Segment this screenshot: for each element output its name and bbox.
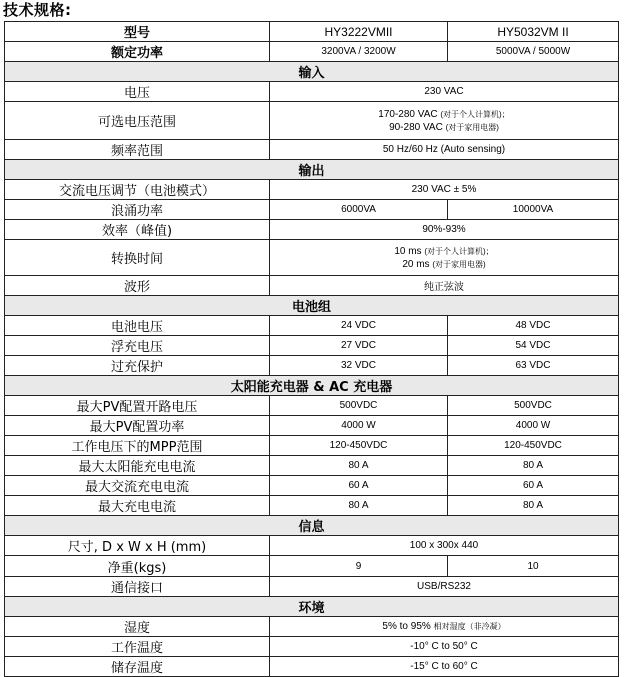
table-row [5,637,619,657]
ac-current-model-2: 60 A [448,476,619,496]
input-range-note-1: (对于个人计算机)； [440,109,510,119]
pv-power-label: 最大PV配置功率 [5,416,270,436]
section-row [5,160,619,180]
rated-power-model-1: 3200VA / 3200W [270,42,448,62]
battery-voltage-model-2: 48 VDC [448,316,619,336]
spec-table [4,21,619,677]
section-input: 输入 [5,62,619,82]
pv-power-model-2: 4000 W [448,416,619,436]
model-2-name: HY5032VM II [448,22,619,42]
table-row [5,180,619,200]
table-row [5,396,619,416]
size-value: 100 x 300x 440 [270,536,619,556]
section-env: 环境 [5,597,619,617]
table-row [5,22,619,42]
surge-power-label: 浪涌功率 [5,200,270,220]
model-1-name: HY3222VMII [270,22,448,42]
overcharge-label: 过充保护 [5,356,270,376]
float-voltage-model-1: 27 VDC [270,336,448,356]
solar-current-model-1: 80 A [270,456,448,476]
table-row [5,436,619,456]
mpp-range-model-1: 120-450VDC [270,436,448,456]
input-freq-label: 频率范围 [5,140,270,160]
input-voltage-value: 230 VAC [270,82,619,102]
table-row [5,316,619,336]
efficiency-label: 效率（峰值) [5,220,270,240]
table-row [5,42,619,62]
efficiency-value: 90%-93% [270,220,619,240]
waveform-value: 纯正弦波 [270,276,619,296]
page-title: 技术规格: [3,1,72,19]
overcharge-model-2: 63 VDC [448,356,619,376]
section-info: 信息 [5,516,619,536]
humidity-note: 相对湿度（非冷凝） [433,622,506,631]
table-row [5,476,619,496]
weight-label: 净重(kgs) [5,556,270,577]
pv-power-model-1: 4000 W [270,416,448,436]
ac-current-label: 最大交流充电电流 [5,476,270,496]
transfer-time-value [270,240,619,276]
table-row [5,140,619,160]
table-row [5,536,619,556]
surge-power-model-2: 10000VA [448,200,619,220]
float-voltage-label: 浮充电压 [5,336,270,356]
input-range-value [270,102,619,140]
input-range-line-2: 90-280 VAC [389,121,443,133]
pv-open-voltage-label: 最大PV配置开路电压 [5,396,270,416]
table-row [5,496,619,516]
solar-current-label: 最大太阳能充电电流 [5,456,270,476]
ac-regulation-value: 230 VAC ± 5% [270,180,619,200]
solar-current-model-2: 80 A [448,456,619,476]
overcharge-model-1: 32 VDC [270,356,448,376]
store-temp-value: -15° C to 60° C [270,657,619,677]
transfer-time-note-2: (对于家用电器) [432,259,486,269]
size-label: 尺寸, D x W x H (mm) [5,536,270,556]
section-row [5,516,619,536]
input-range-label: 可选电压范围 [5,102,270,140]
max-current-model-1: 80 A [270,496,448,516]
table-row [5,220,619,240]
rated-power-label: 额定功率 [5,42,270,62]
store-temp-label: 储存温度 [5,657,270,677]
battery-voltage-model-1: 24 VDC [270,316,448,336]
weight-model-1: 9 [270,556,448,577]
section-row [5,62,619,82]
mpp-range-label: 工作电压下的MPP范围 [5,436,270,456]
section-row [5,376,619,396]
table-row [5,657,619,677]
ac-regulation-label: 交流电压调节（电池模式） [5,180,270,200]
table-row [5,82,619,102]
table-row [5,336,619,356]
op-temp-value: -10° C to 50° C [270,637,619,657]
table-row [5,416,619,436]
table-row [5,102,619,140]
battery-voltage-label: 电池电压 [5,316,270,336]
section-charger: 太阳能充电器 & AC 充电器 [5,376,619,396]
input-range-note-2: (对于家用电器) [445,122,499,132]
ac-current-model-1: 60 A [270,476,448,496]
table-row [5,276,619,296]
table-row [5,240,619,276]
humidity-range: 5% to 95% [382,621,431,632]
table-row [5,617,619,637]
max-current-model-2: 80 A [448,496,619,516]
humidity-label: 湿度 [5,617,270,637]
table-row [5,356,619,376]
input-freq-value: 50 Hz/60 Hz (Auto sensing) [270,140,619,160]
section-battery: 电池组 [5,296,619,316]
table-row [5,577,619,597]
table-row [5,556,619,577]
section-row [5,597,619,617]
table-row [5,200,619,220]
waveform-label: 波形 [5,276,270,296]
pv-open-voltage-model-2: 500VDC [448,396,619,416]
comm-value: USB/RS232 [270,577,619,597]
pv-open-voltage-model-1: 500VDC [270,396,448,416]
table-row [5,456,619,476]
op-temp-label: 工作温度 [5,637,270,657]
humidity-value [270,617,619,637]
transfer-time-line-1: 10 ms [394,245,422,257]
section-output: 输出 [5,160,619,180]
model-header-label: 型号 [5,22,270,42]
mpp-range-model-2: 120-450VDC [448,436,619,456]
transfer-time-label: 转换时间 [5,240,270,276]
float-voltage-model-2: 54 VDC [448,336,619,356]
section-row [5,296,619,316]
rated-power-model-2: 5000VA / 5000W [448,42,619,62]
input-range-line-1: 170-280 VAC [378,108,438,120]
surge-power-model-1: 6000VA [270,200,448,220]
weight-model-2: 10 [448,556,619,577]
input-voltage-label: 电压 [5,82,270,102]
comm-label: 通信接口 [5,577,270,597]
transfer-time-line-2: 20 ms [402,258,430,270]
transfer-time-note-1: (对于个人计算机)； [424,246,494,256]
max-current-label: 最大充电电流 [5,496,270,516]
